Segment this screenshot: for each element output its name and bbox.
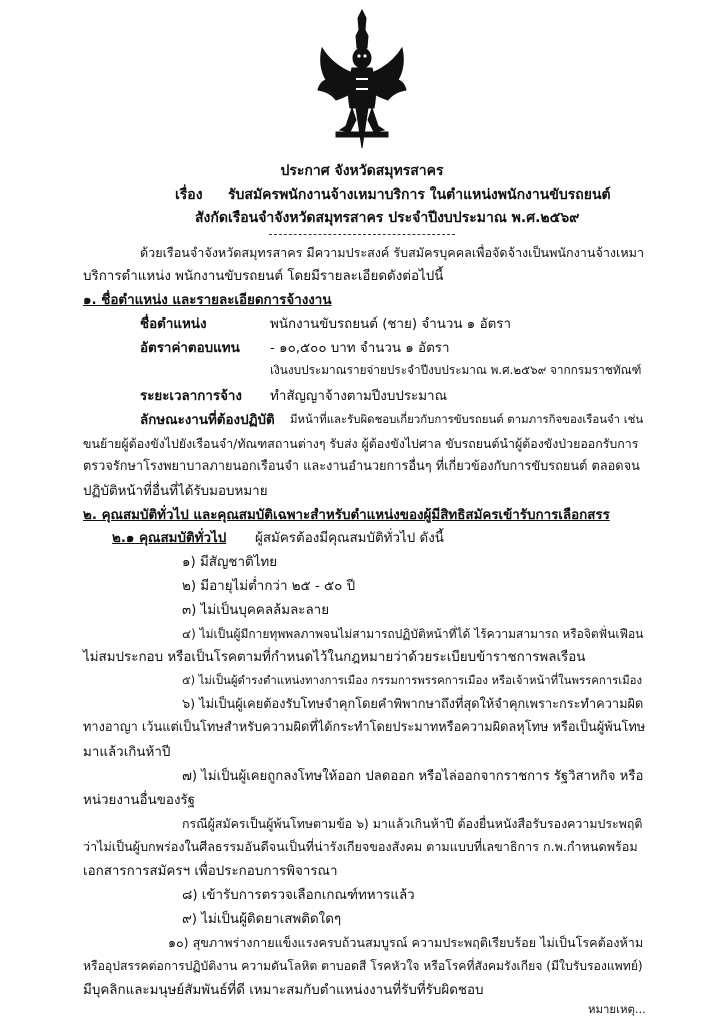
header-divider xyxy=(269,234,455,235)
qualification-8: ๘) เข้ารับการตรวจเลือกเกณฑ์ทหารแล้ว xyxy=(182,888,415,903)
position-value: พนักงานขับรถยนต์ (ชาย) จำนวน ๑ อัตรา xyxy=(270,317,512,332)
pay-label: อัตราค่าตอบแทน xyxy=(140,341,240,356)
note-line-2: ว่าไม่เป็นผู้บกพร่องในศีลธรรมอันดีจนเป็นที่น่ารังเกียจของสังคม ตามแบบที่เลขาธิการ ก.พ.กำหนดพร้อม xyxy=(83,839,638,854)
announcement-title: ประกาศ จังหวัดสมุทรสาคร xyxy=(280,163,444,179)
section-2-heading: ๒. คุณสมบัติทั่วไป และคุณสมบัติเฉพาะสำหรับตำแหน่งของผู้มีสิทธิสมัครเข้ารับการเลือกสรร xyxy=(83,508,610,523)
duty-line-4: ปฏิบัติหน้าที่อื่นที่ได้รับมอบหมาย xyxy=(83,484,268,499)
position-label: ชื่อตำแหน่ง xyxy=(140,317,207,332)
duty-line-2: ขนย้ายผู้ต้องขังไปยังเรือนจำ/ทัณฑสถานต่างๆ รับส่ง ผู้ต้องขังไปศาล ขับรถยนต์นำผู้ต้องขังป่วยออกรับการ xyxy=(83,436,639,451)
section-2-1-intro: ผู้สมัครต้องมีคุณสมบัติทั่วไป ดังนี้ xyxy=(255,531,444,546)
subject-line-2: สังกัดเรือนจำจังหวัดสมุทรสาคร ประจำปีงบประมาณ พ.ศ.๒๕๖๙ xyxy=(195,210,580,226)
subject-label: เรื่อง xyxy=(175,187,203,203)
qualification-10-line-2: หรืออุปสรรคต่อการปฏิบัติงาน ความดันโลหิต ตาบอดสี โรคหัวใจ หรือโรคที่สังคมรังเกียจ (มีใบรับรองแพทย์) xyxy=(83,959,643,973)
qualification-5: ๕) ไม่เป็นผู้ดำรงตำแหน่งทางการเมือง กรรมการพรรคการเมือง หรือเจ้าหน้าที่ในพรรคการเมือง xyxy=(182,673,643,687)
qualification-6-line-3: มาแล้วเกินห้าปี xyxy=(83,745,171,760)
duty-line-1: มีหน้าที่และรับผิดชอบเกี่ยวกับการขับรถยนต์ ตามภารกิจของเรือนจำ เช่น xyxy=(290,412,644,426)
qualification-6-line-2: ทางอาญา เว้นแต่เป็นโทษสำหรับความผิดที่ได้กระทำโดยประมาทหรือความผิดลหุโทษ หรือเป็นผู้พ้นโทษ xyxy=(83,720,646,735)
duty-line-3: ตรวจรักษาโรงพยาบาลภายนอกเรือนจำ และงานอำนวยการอื่นๆ ที่เกี่ยวข้องกับการขับรถยนต์ ตลอดจน xyxy=(83,459,640,474)
qualification-4-line-1: ๔) ไม่เป็นผู้มีกายทุพพลภาพจนไม่สามารถปฏิบัติหน้าที่ได้ ไร้ความสามารถ หรือจิตฟั่นเฟือน xyxy=(182,627,644,641)
qualification-10-line-3: มีบุคลิกและมนุษย์สัมพันธ์ที่ดี เหมาะสมกับตำแหน่งงานที่รับที่รับผิดชอบ xyxy=(83,983,484,998)
qualification-9: ๙) ไม่เป็นผู้ติดยาเสพติดใดๆ xyxy=(182,912,342,927)
period-label: ระยะเวลาการจ้าง xyxy=(140,389,242,404)
qualification-7-line-2: หน่วยงานอื่นของรัฐ xyxy=(83,793,196,808)
section-2-1-heading: ๒.๑ คุณสมบัติทั่วไป xyxy=(112,531,227,546)
note-line-1: กรณีผู้สมัครเป็นผู้พ้นโทษตามข้อ ๖) มาแล้วเกินห้าปี ต้องยื่นหนังสือรับรองความประพฤติ xyxy=(182,816,643,831)
qualification-2: ๒) มีอายุไม่ต่ำกว่า ๒๕ - ๕๐ ปี xyxy=(182,579,356,594)
intro-line-2: บริการตำแหน่ง พนักงานขับรถยนต์ โดยมีรายละเอียดดังต่อไปนี้ xyxy=(83,269,444,284)
qualification-6-line-1: ๖) ไม่เป็นผู้เคยต้องรับโทษจำคุกโดยคำพิพากษาถึงที่สุดให้จำคุกเพราะกระทำความผิด xyxy=(182,697,644,712)
continued-marker: หมายเหตุ... xyxy=(588,1002,646,1016)
qualification-7-line-1: ๗) ไม่เป็นผู้เคยถูกลงโทษให้ออก ปลดออก หรือไล่ออกจากราชการ รัฐวิสาหกิจ หรือ xyxy=(182,769,644,784)
duty-label: ลักษณะงานที่ต้องปฏิบัติ xyxy=(140,413,275,428)
note-line-3: เอกสารการสมัครฯ เพื่อประกอบการพิจารณา xyxy=(83,864,338,879)
garuda-emblem-icon xyxy=(316,8,408,158)
period-value: ทำสัญญาจ้างตามปีงบประมาณ xyxy=(270,389,447,404)
qualification-10-line-1: ๑๐) สุขภาพร่างกายแข็งแรงครบถ้วนสมบูรณ์ ความประพฤติเรียบร้อย ไม่เป็นโรคต้องห้าม xyxy=(168,935,644,950)
qualification-1: ๑) มีสัญชาติไทย xyxy=(182,555,278,570)
qualification-4-line-2: ไม่สมประกอบ หรือเป็นโรคตามที่กำหนดไว้ในกฎหมายว่าด้วยระเบียบข้าราชการพลเรือน xyxy=(83,650,586,665)
pay-source: เงินงบประมาณรายจ่ายประจำปีงบประมาณ พ.ศ.๒๕๖๙ จากกรมราชทัณฑ์ xyxy=(270,363,642,377)
qualification-3: ๓) ไม่เป็นบุคคลล้มละลาย xyxy=(182,603,330,618)
section-1-heading: ๑. ชื่อตำแหน่ง และรายละเอียดการจ้างงาน xyxy=(83,293,332,308)
pay-value: - ๑๐,๕๐๐ บาท จำนวน ๑ อัตรา xyxy=(270,341,450,356)
subject-text: รับสมัครพนักงานจ้างเหมาบริการ ในตำแหน่งพนักงานขับรถยนต์ xyxy=(228,187,611,203)
intro-line-1: ด้วยเรือนจำจังหวัดสมุทรสาคร มีความประสงค์ รับสมัครบุคคลเพื่อจัดจ้างเป็นพนักงานจ้างเหมา xyxy=(140,245,645,260)
